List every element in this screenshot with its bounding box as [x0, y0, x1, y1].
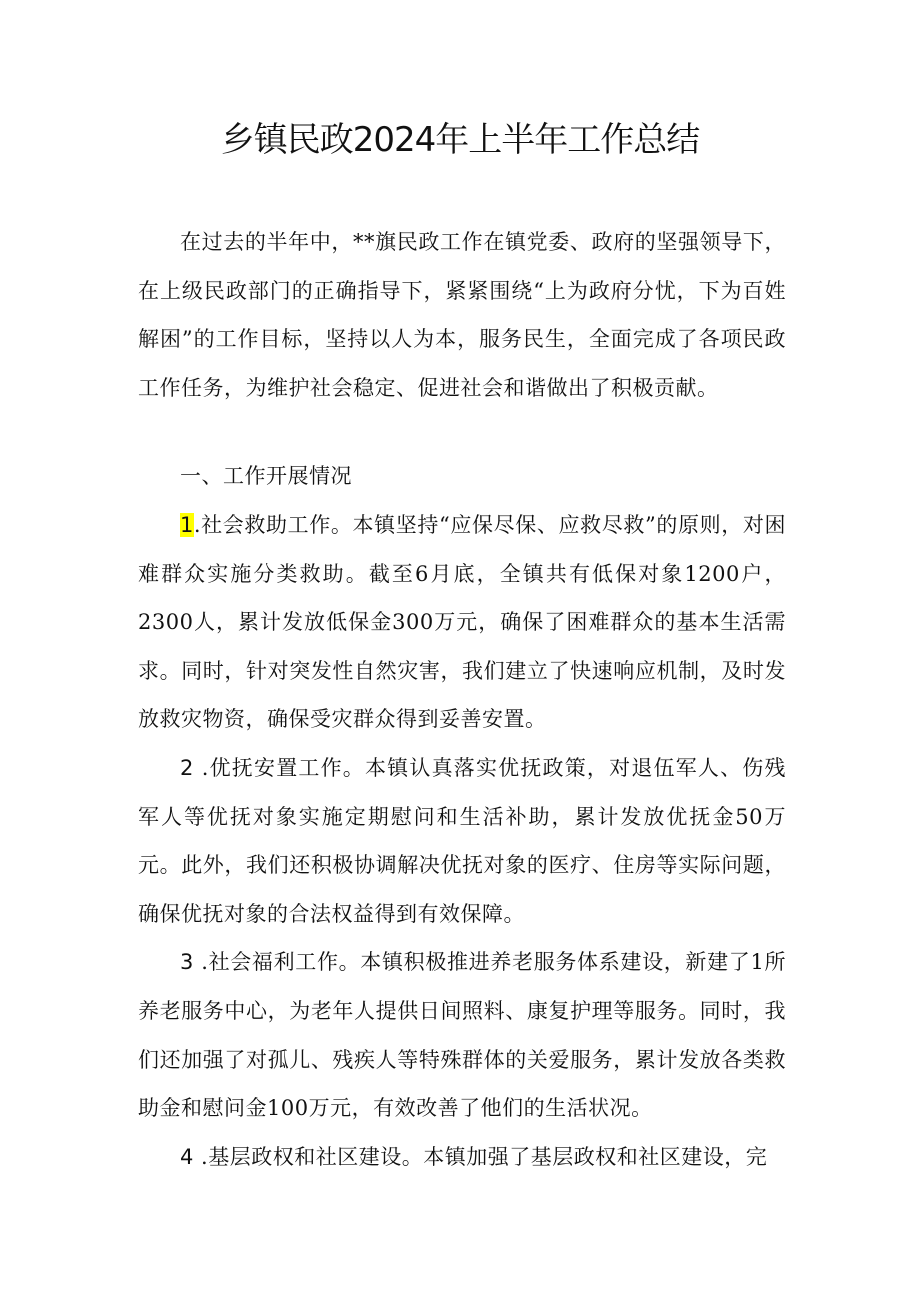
- section-heading: 一、工作开展情况: [180, 464, 352, 489]
- document-title: 乡镇民政2024年上半年工作总结: [220, 120, 700, 160]
- intro-paragraph: 在过去的半年中，**旗民政工作在镇党委、政府的坚强领导下，在上级民政部门的正确指导下，紧紧围绕“上为政府分忧，下为百姓解困”的工作目标，坚持以人为本，服务民生，全面完成了各项民政工作任务，为维护社会稳定、促进社会和谐做出了积极贡献。: [138, 230, 786, 400]
- item-paragraph-3: [138, 938, 786, 1132]
- document-body: [138, 218, 786, 1181]
- item-number: 3: [180, 950, 194, 975]
- item-text: .优抚安置工作。本镇认真落实优抚政策，对退伍军人、伤残军人等优抚对象实施定期慰问和生活补助，累计发放优抚金50万元。此外，我们还积极协调解决优抚对象的医疗、住房等实际问题，确保优抚对象的合法权益得到有效保障。: [138, 755, 786, 926]
- item-number: 4: [180, 1144, 194, 1169]
- item-number-highlighted: 1: [180, 512, 194, 537]
- spacer: [138, 412, 786, 452]
- item-text: .基层政权和社区建设。本镇加强了基层政权和社区建设，完: [193, 1144, 768, 1169]
- item-text: .社会福利工作。本镇积极推进养老服务体系建设，新建了1所养老服务中心，为老年人提供日间照料、康复护理等服务。同时，我们还加强了对孤儿、残疾人等特殊群体的关爱服务，累计发放各类救助金和慰问金100万元，有效改善了他们的生活状况。: [138, 950, 786, 1121]
- item-paragraph-2: [138, 744, 786, 938]
- item-paragraph-4: [138, 1133, 786, 1182]
- item-paragraph-1: [138, 501, 786, 744]
- item-text: .社会救助工作。本镇坚持“应保尽保、应救尽救”的原则，对困难群众实施分类救助。截至6月底，全镇共有低保对象1200户，2300人，累计发放低保金300万元，确保了困难群众的基本生活需求。同时，针对突发性自然灾害，我们建立了快速响应机制，及时发放救灾物资，确保受灾群众得到妥善安置。: [138, 512, 786, 732]
- item-number: 2: [180, 755, 194, 780]
